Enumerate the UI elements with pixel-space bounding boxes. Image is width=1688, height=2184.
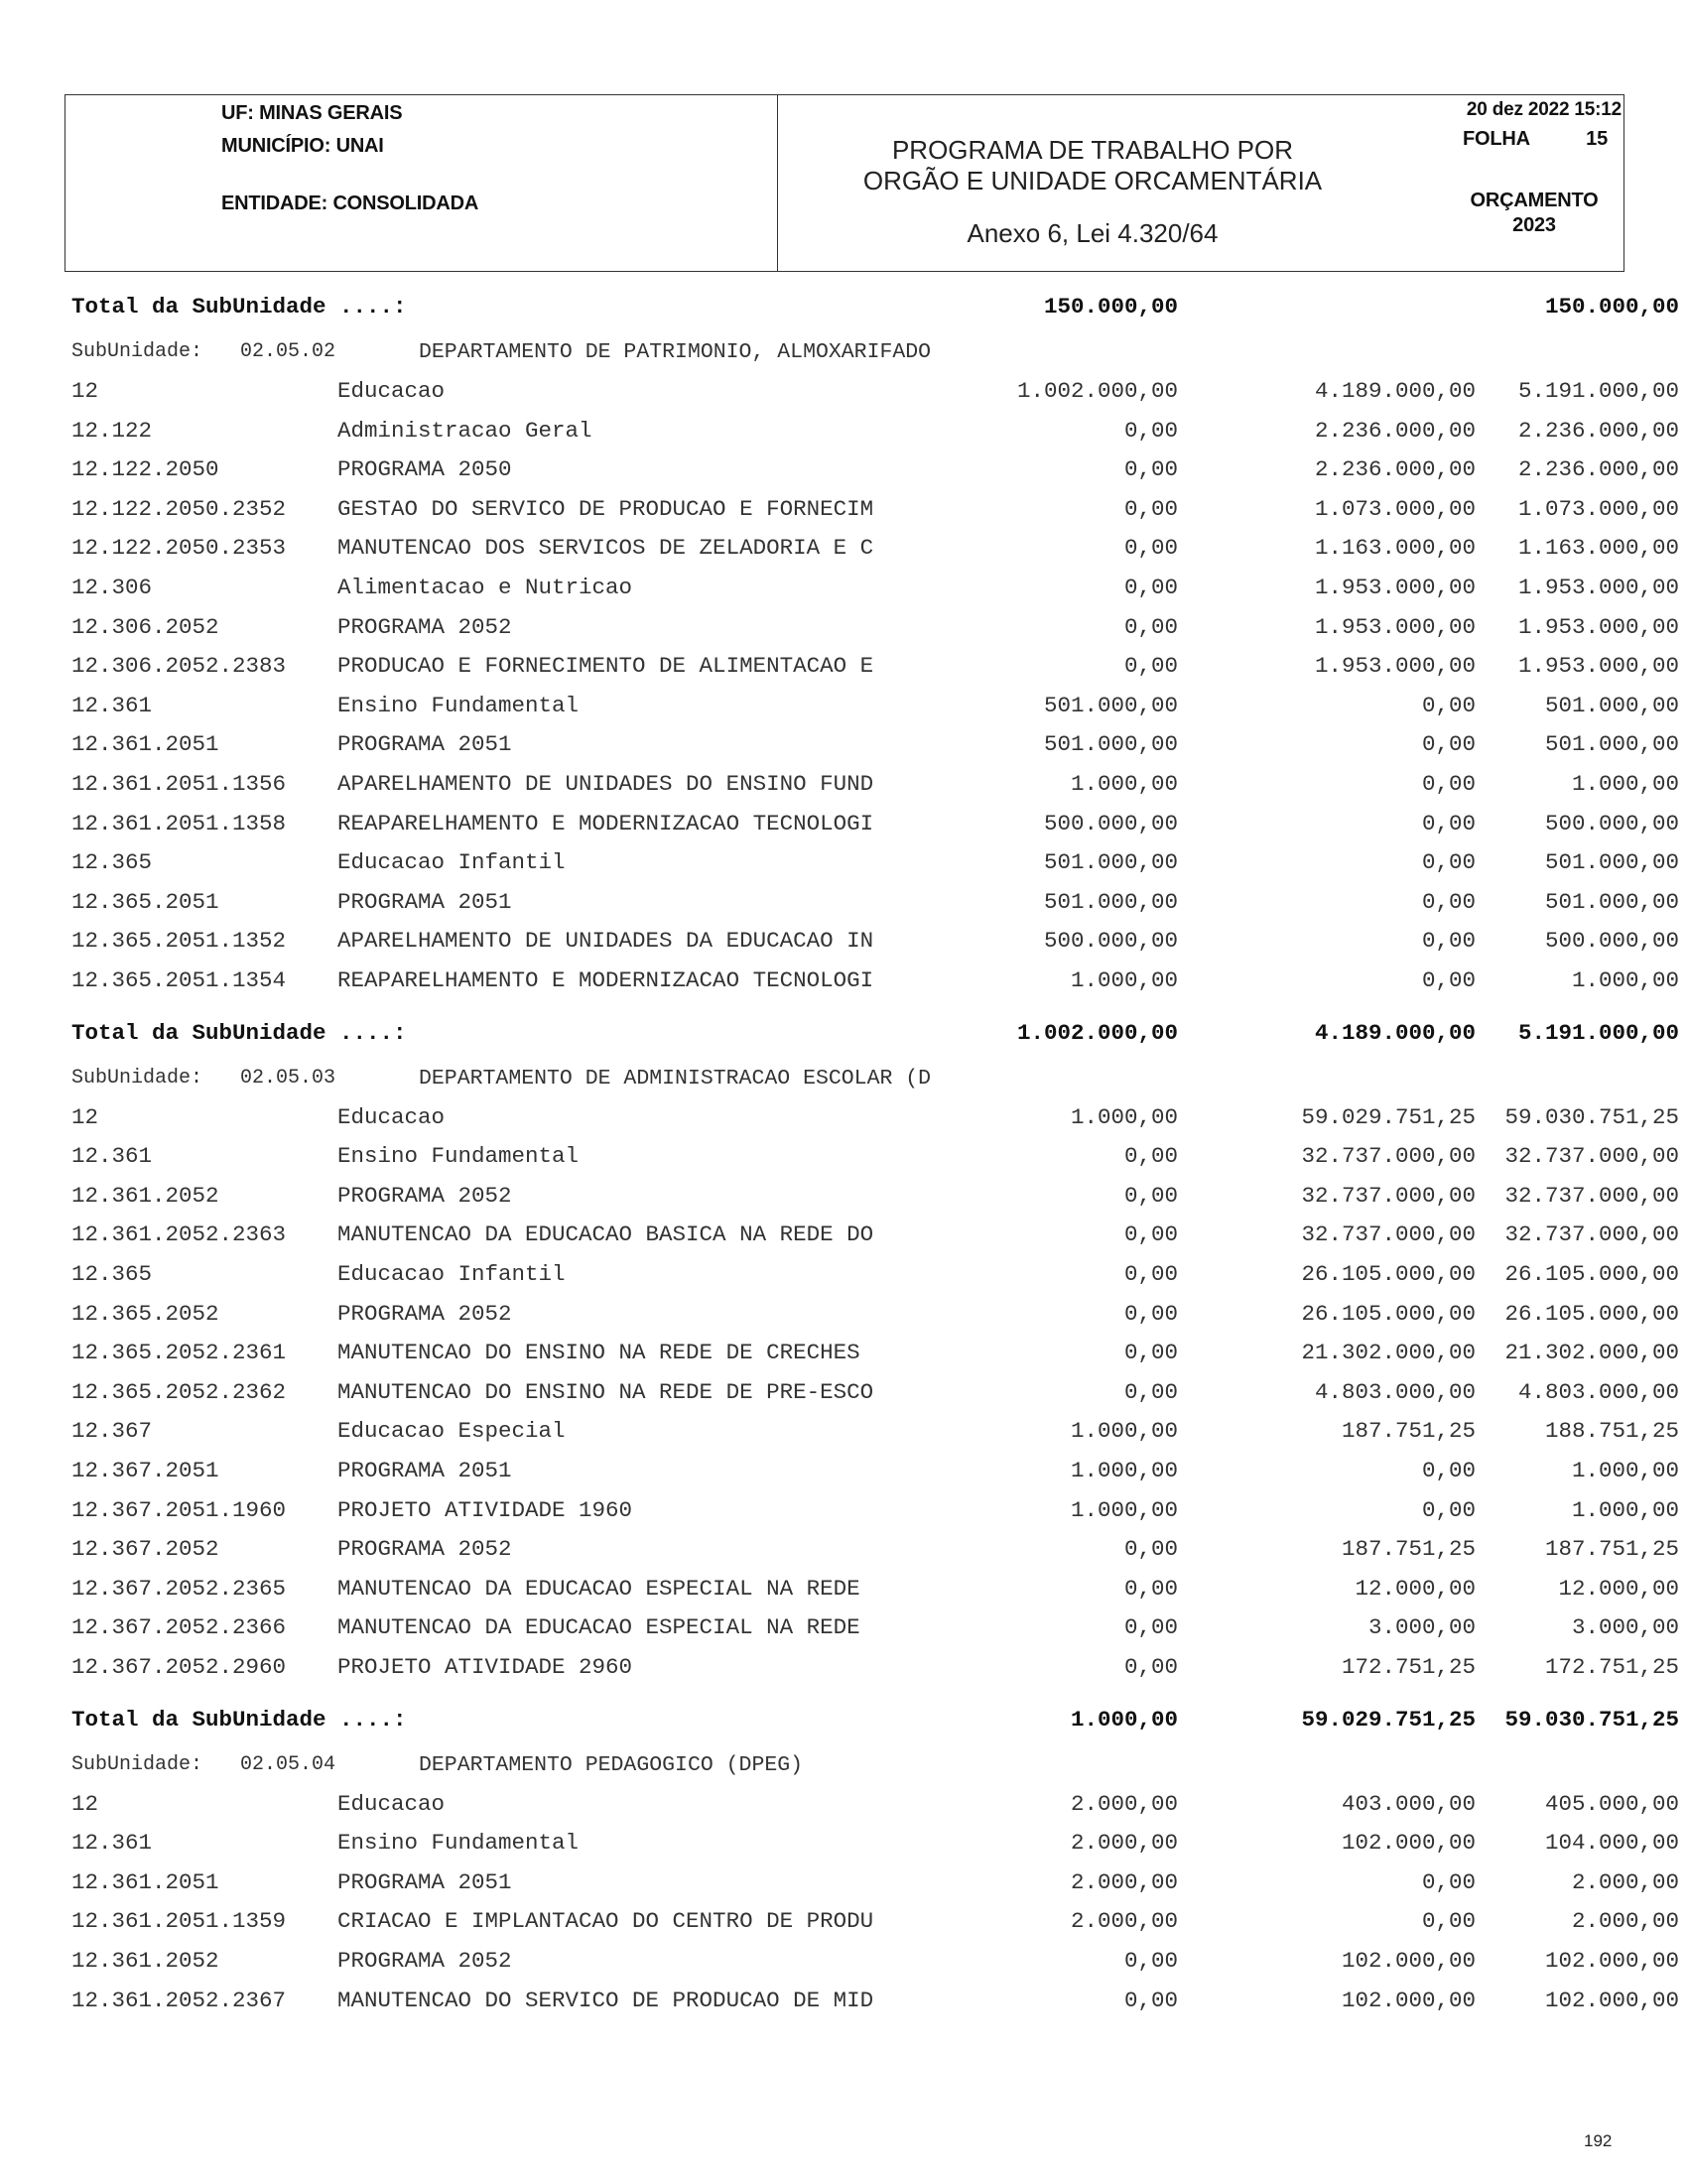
- row-value-3: 1.000,00: [1571, 967, 1679, 993]
- row-value-3: 59.030.751,25: [1504, 1103, 1679, 1130]
- row-value-3: 1.953.000,00: [1517, 575, 1679, 600]
- subunit-label: SubUnidade:: [71, 1752, 203, 1776]
- row-code: 12.367.2052.2365: [71, 1575, 287, 1602]
- row-code: 12.365: [71, 1261, 153, 1287]
- row-code: 12.361.2051.1356: [71, 771, 287, 797]
- row-value-1: 0,00: [1123, 417, 1178, 444]
- row-value-1: 2.000,00: [1070, 1908, 1178, 1935]
- row-code: 12.361.2052.2367: [71, 1987, 287, 2013]
- subunit-name: DEPARTAMENTO PEDAGOGICO (DPEG): [419, 1752, 804, 1777]
- row-value-3: 26.105.000,00: [1504, 1261, 1679, 1287]
- row-value-3: 32.737.000,00: [1504, 1182, 1679, 1209]
- row-value-2: 32.737.000,00: [1301, 1143, 1476, 1170]
- row-code: 12.367: [71, 1418, 153, 1445]
- row-description: GESTAO DO SERVICO DE PRODUCAO E FORNECIM: [337, 495, 874, 522]
- row-value-1: 2.000,00: [1070, 1830, 1178, 1857]
- row-description: PROGRAMA 2052: [337, 1182, 512, 1209]
- row-code: 12.306.2052.2383: [71, 653, 287, 680]
- row-value-1: 0,00: [1123, 1143, 1178, 1170]
- row-value-3: 21.302.000,00: [1504, 1340, 1679, 1366]
- row-value-1: 0,00: [1123, 1378, 1178, 1405]
- row-value-3: 405.000,00: [1544, 1790, 1679, 1817]
- table-row: [71, 1182, 1679, 1213]
- row-value-1: 0,00: [1123, 1261, 1178, 1287]
- table-row: [71, 495, 1679, 526]
- row-value-1: 0,00: [1123, 1221, 1178, 1248]
- total-value-1: 1.000,00: [1070, 1706, 1178, 1733]
- row-value-1: 0,00: [1123, 456, 1178, 483]
- table-row: [71, 1496, 1679, 1527]
- row-description: MANUTENCAO DO SERVICO DE PRODUCAO DE MID: [337, 1987, 874, 2013]
- header-divider: [777, 95, 778, 271]
- row-value-2: 59.029.751,25: [1301, 1103, 1476, 1130]
- row-code: 12.361: [71, 1143, 153, 1170]
- row-value-2: 4.189.000,00: [1314, 378, 1476, 404]
- row-value-3: 26.105.000,00: [1504, 1300, 1679, 1327]
- report-title-line2: ORGÃO E UNIDADE ORCAMENTÁRIA: [862, 166, 1323, 195]
- row-code: 12.306.2052: [71, 613, 219, 640]
- row-value-1: 0,00: [1123, 1948, 1178, 1974]
- row-description: MANUTENCAO DO ENSINO NA REDE DE CRECHES: [337, 1340, 860, 1366]
- row-description: Educacao Infantil: [337, 849, 566, 876]
- row-code: 12.367.2052.2960: [71, 1654, 287, 1680]
- row-code: 12.361.2052.2363: [71, 1221, 287, 1248]
- row-value-3: 2.236.000,00: [1517, 456, 1679, 483]
- row-code: 12.122.2050.2352: [71, 495, 287, 522]
- table-row: [71, 1654, 1679, 1684]
- subunit-label: SubUnidade:: [71, 340, 203, 363]
- subunit-number: 02.05.03: [240, 1066, 336, 1090]
- row-value-2: 0,00: [1421, 1868, 1476, 1895]
- report-title-line1: PROGRAMA DE TRABALHO POR: [891, 135, 1294, 165]
- row-description: CRIACAO E IMPLANTACAO DO CENTRO DE PRODU: [337, 1908, 874, 1935]
- row-value-2: 1.953.000,00: [1314, 653, 1476, 680]
- row-value-3: 501.000,00: [1544, 888, 1679, 915]
- row-code: 12.361.2052: [71, 1948, 219, 1974]
- row-value-3: 187.751,25: [1544, 1536, 1679, 1563]
- row-description: PRODUCAO E FORNECIMENTO DE ALIMENTACAO E: [337, 653, 874, 680]
- table-row: [71, 849, 1679, 879]
- row-description: Educacao Infantil: [337, 1261, 566, 1287]
- row-description: Ensino Fundamental: [337, 1143, 580, 1170]
- table-row: [71, 1143, 1679, 1173]
- row-value-1: 0,00: [1123, 1340, 1178, 1366]
- table-row: [71, 535, 1679, 565]
- entidade-label: ENTIDADE: CONSOLIDADA: [221, 193, 479, 214]
- row-code: 12.367.2051.1960: [71, 1496, 287, 1523]
- subunit-name: DEPARTAMENTO DE PATRIMONIO, ALMOXARIFADO: [419, 340, 932, 364]
- row-value-3: 102.000,00: [1544, 1948, 1679, 1974]
- row-value-3: 32.737.000,00: [1504, 1143, 1679, 1170]
- row-description: APARELHAMENTO DE UNIDADES DA EDUCACAO IN: [337, 928, 874, 955]
- row-value-3: 500.000,00: [1544, 928, 1679, 955]
- row-value-1: 501.000,00: [1043, 731, 1178, 758]
- subunit-number: 02.05.02: [240, 340, 336, 363]
- row-value-3: 501.000,00: [1544, 849, 1679, 876]
- row-description: Ensino Fundamental: [337, 692, 580, 718]
- row-value-2: 3.000,00: [1367, 1614, 1476, 1641]
- page-number: 192: [1584, 2131, 1613, 2150]
- total-label: Total da SubUnidade ....:: [71, 294, 407, 320]
- row-description: MANUTENCAO DO ENSINO NA REDE DE PRE-ESCO: [337, 1378, 874, 1405]
- row-description: PROGRAMA 2052: [337, 1948, 512, 1974]
- table-row: [71, 417, 1679, 448]
- total-value-2: 4.189.000,00: [1314, 1019, 1476, 1046]
- table-row: [71, 1830, 1679, 1860]
- row-value-3: 172.751,25: [1544, 1654, 1679, 1680]
- table-row: [71, 1103, 1679, 1134]
- row-value-3: 102.000,00: [1544, 1987, 1679, 2013]
- row-value-1: 501.000,00: [1043, 692, 1178, 718]
- row-value-2: 0,00: [1421, 1908, 1476, 1935]
- row-description: MANUTENCAO DA EDUCACAO ESPECIAL NA REDE: [337, 1575, 860, 1602]
- orcamento-label: ORÇAMENTO: [1470, 190, 1599, 211]
- row-description: Educacao: [337, 378, 446, 404]
- row-value-2: 32.737.000,00: [1301, 1221, 1476, 1248]
- row-value-3: 2.000,00: [1571, 1868, 1679, 1895]
- row-description: PROGRAMA 2051: [337, 1868, 512, 1895]
- report-header: [65, 94, 1624, 272]
- row-value-2: 0,00: [1421, 1496, 1476, 1523]
- row-value-2: 12.000,00: [1355, 1575, 1476, 1602]
- row-code: 12.367.2052: [71, 1536, 219, 1563]
- table-row: [71, 1536, 1679, 1566]
- row-value-3: 188.751,25: [1544, 1418, 1679, 1445]
- row-value-1: 1.000,00: [1070, 771, 1178, 797]
- row-description: MANUTENCAO DA EDUCACAO ESPECIAL NA REDE: [337, 1614, 860, 1641]
- row-code: 12: [71, 1103, 99, 1130]
- row-value-1: 1.000,00: [1070, 967, 1178, 993]
- row-value-2: 26.105.000,00: [1301, 1261, 1476, 1287]
- row-description: REAPARELHAMENTO E MODERNIZACAO TECNOLOGI: [337, 810, 874, 836]
- row-value-2: 0,00: [1421, 771, 1476, 797]
- row-value-3: 1.000,00: [1571, 1458, 1679, 1483]
- row-value-3: 5.191.000,00: [1517, 378, 1679, 404]
- row-value-1: 0,00: [1123, 1987, 1178, 2013]
- row-value-3: 1.163.000,00: [1517, 535, 1679, 562]
- subunit-total-row: [71, 1019, 1679, 1050]
- folha-number: 15: [1586, 128, 1608, 150]
- row-code: 12.122.2050.2353: [71, 535, 287, 562]
- row-value-2: 2.236.000,00: [1314, 417, 1476, 444]
- row-value-2: 32.737.000,00: [1301, 1182, 1476, 1209]
- row-description: Educacao: [337, 1103, 446, 1130]
- row-description: PROGRAMA 2052: [337, 613, 512, 640]
- row-value-2: 0,00: [1421, 731, 1476, 758]
- row-value-1: 500.000,00: [1043, 928, 1178, 955]
- table-row: [71, 575, 1679, 604]
- row-value-2: 102.000,00: [1341, 1987, 1476, 2013]
- row-value-3: 4.803.000,00: [1517, 1378, 1679, 1405]
- row-code: 12.367.2052.2366: [71, 1614, 287, 1641]
- row-value-3: 104.000,00: [1544, 1830, 1679, 1857]
- row-description: Educacao Especial: [337, 1418, 566, 1445]
- row-description: Administracao Geral: [337, 417, 592, 444]
- table-row: [71, 1575, 1679, 1606]
- row-value-1: 0,00: [1123, 575, 1178, 600]
- report-title: [780, 135, 1405, 196]
- row-value-2: 26.105.000,00: [1301, 1300, 1476, 1327]
- table-row: [71, 653, 1679, 683]
- row-value-3: 501.000,00: [1544, 692, 1679, 718]
- table-row: [71, 1300, 1679, 1331]
- row-value-1: 500.000,00: [1043, 810, 1178, 836]
- row-value-2: 1.073.000,00: [1314, 495, 1476, 522]
- row-value-1: 2.000,00: [1070, 1868, 1178, 1895]
- table-row: [71, 1340, 1679, 1369]
- row-value-2: 1.953.000,00: [1314, 575, 1476, 600]
- row-description: Alimentacao e Nutricao: [337, 575, 633, 600]
- row-description: PROGRAMA 2051: [337, 888, 512, 915]
- row-value-3: 2.236.000,00: [1517, 417, 1679, 444]
- table-row: [71, 1868, 1679, 1899]
- table-row: [71, 731, 1679, 761]
- row-code: 12.365.2052: [71, 1300, 219, 1327]
- row-value-1: 0,00: [1123, 1300, 1178, 1327]
- row-value-3: 1.073.000,00: [1517, 495, 1679, 522]
- subunit-heading-row: [71, 1753, 1620, 1783]
- row-value-2: 1.953.000,00: [1314, 613, 1476, 640]
- row-value-1: 0,00: [1123, 653, 1178, 680]
- report-subtitle: Anexo 6, Lei 4.320/64: [967, 218, 1219, 248]
- row-description: MANUTENCAO DA EDUCACAO BASICA NA REDE DO: [337, 1221, 874, 1248]
- row-value-3: 12.000,00: [1558, 1575, 1679, 1602]
- table-row: [71, 692, 1679, 722]
- row-code: 12.365.2052.2362: [71, 1378, 287, 1405]
- row-description: MANUTENCAO DOS SERVICOS DE ZELADORIA E C: [337, 535, 874, 562]
- table-row: [71, 613, 1679, 644]
- row-code: 12.365.2052.2361: [71, 1340, 287, 1366]
- row-value-3: 1.000,00: [1571, 771, 1679, 797]
- table-row: [71, 1614, 1679, 1644]
- subunit-name: DEPARTAMENTO DE ADMINISTRACAO ESCOLAR (D: [419, 1066, 932, 1091]
- subunit-total-row: [71, 1706, 1679, 1736]
- total-value-1: 1.002.000,00: [1016, 1019, 1178, 1046]
- table-row: [71, 1378, 1679, 1409]
- total-value-3: 150.000,00: [1544, 294, 1679, 320]
- subunit-heading-row: [71, 340, 1620, 370]
- table-row: [71, 1221, 1679, 1251]
- row-code: 12.367.2051: [71, 1458, 219, 1483]
- table-row: [71, 378, 1679, 408]
- row-value-3: 500.000,00: [1544, 810, 1679, 836]
- total-label: Total da SubUnidade ....:: [71, 1019, 407, 1046]
- row-code: 12: [71, 378, 99, 404]
- row-value-1: 1.000,00: [1070, 1496, 1178, 1523]
- row-value-1: 0,00: [1123, 535, 1178, 562]
- subunit-label: SubUnidade:: [71, 1066, 203, 1090]
- row-code: 12.365.2051.1354: [71, 967, 287, 993]
- row-value-1: 0,00: [1123, 1536, 1178, 1563]
- row-value-2: 187.751,25: [1341, 1536, 1476, 1563]
- row-code: 12.365: [71, 849, 153, 876]
- subunit-number: 02.05.04: [240, 1752, 336, 1776]
- row-value-2: 2.236.000,00: [1314, 456, 1476, 483]
- subunit-total-row: [71, 294, 1679, 323]
- row-value-2: 0,00: [1421, 1458, 1476, 1483]
- row-value-3: 32.737.000,00: [1504, 1221, 1679, 1248]
- row-value-3: 3.000,00: [1571, 1614, 1679, 1641]
- row-code: 12.361: [71, 1830, 153, 1857]
- municipio-label: MUNICÍPIO: UNAI: [221, 135, 384, 157]
- row-value-3: 1.000,00: [1571, 1496, 1679, 1523]
- orcamento-year: 2023: [1512, 214, 1556, 236]
- row-description: PROGRAMA 2052: [337, 1300, 512, 1327]
- total-value-2: 59.029.751,25: [1301, 1706, 1476, 1733]
- folha-label: FOLHA: [1463, 128, 1530, 150]
- row-value-1: 1.000,00: [1070, 1103, 1178, 1130]
- row-value-3: 2.000,00: [1571, 1908, 1679, 1935]
- row-description: PROJETO ATIVIDADE 1960: [337, 1496, 633, 1523]
- row-value-3: 501.000,00: [1544, 731, 1679, 758]
- table-row: [71, 1790, 1679, 1821]
- row-code: 12.361.2051: [71, 731, 219, 758]
- row-description: PROGRAMA 2051: [337, 731, 512, 758]
- table-row: [71, 928, 1679, 958]
- table-row: [71, 810, 1679, 840]
- row-value-2: 21.302.000,00: [1301, 1340, 1476, 1366]
- total-value-3: 59.030.751,25: [1504, 1706, 1679, 1733]
- table-row: [71, 1418, 1679, 1448]
- row-code: 12.122.2050: [71, 456, 219, 483]
- row-value-2: 102.000,00: [1341, 1948, 1476, 1974]
- row-description: APARELHAMENTO DE UNIDADES DO ENSINO FUND: [337, 771, 874, 797]
- row-value-1: 2.000,00: [1070, 1790, 1178, 1817]
- report-datetime: 20 dez 2022 15:12: [1466, 99, 1622, 120]
- row-value-1: 0,00: [1123, 495, 1178, 522]
- row-code: 12.122: [71, 417, 153, 444]
- row-value-1: 0,00: [1123, 1182, 1178, 1209]
- row-value-2: 187.751,25: [1341, 1418, 1476, 1445]
- row-description: PROGRAMA 2051: [337, 1458, 512, 1483]
- table-row: [71, 967, 1679, 997]
- table-row: [71, 1458, 1679, 1487]
- table-row: [71, 1948, 1679, 1978]
- row-code: 12.361.2051.1358: [71, 810, 287, 836]
- subunit-heading-row: [71, 1067, 1620, 1096]
- table-row: [71, 888, 1679, 919]
- row-description: PROJETO ATIVIDADE 2960: [337, 1654, 633, 1680]
- row-value-1: 1.000,00: [1070, 1458, 1178, 1483]
- row-value-1: 0,00: [1123, 1614, 1178, 1641]
- row-description: Educacao: [337, 1790, 446, 1817]
- total-label: Total da SubUnidade ....:: [71, 1706, 407, 1733]
- row-description: Ensino Fundamental: [337, 1830, 580, 1857]
- table-row: [71, 771, 1679, 801]
- row-value-2: 0,00: [1421, 928, 1476, 955]
- row-description: PROGRAMA 2050: [337, 456, 512, 483]
- row-value-2: 0,00: [1421, 967, 1476, 993]
- row-value-1: 501.000,00: [1043, 849, 1178, 876]
- row-code: 12.361.2052: [71, 1182, 219, 1209]
- row-code: 12.361: [71, 692, 153, 718]
- table-row: [71, 1261, 1679, 1291]
- row-value-1: 1.000,00: [1070, 1418, 1178, 1445]
- uf-label: UF: MINAS GERAIS: [221, 102, 403, 124]
- row-value-2: 0,00: [1421, 888, 1476, 915]
- row-value-1: 0,00: [1123, 1575, 1178, 1602]
- total-value-1: 150.000,00: [1043, 294, 1178, 320]
- row-value-3: 1.953.000,00: [1517, 613, 1679, 640]
- row-value-2: 0,00: [1421, 692, 1476, 718]
- row-description: REAPARELHAMENTO E MODERNIZACAO TECNOLOGI: [337, 967, 874, 993]
- row-code: 12: [71, 1790, 99, 1817]
- row-value-2: 102.000,00: [1341, 1830, 1476, 1857]
- row-value-1: 0,00: [1123, 613, 1178, 640]
- row-value-2: 172.751,25: [1341, 1654, 1476, 1680]
- row-description: PROGRAMA 2052: [337, 1536, 512, 1563]
- row-value-1: 501.000,00: [1043, 888, 1178, 915]
- row-code: 12.306: [71, 575, 153, 600]
- row-value-2: 0,00: [1421, 849, 1476, 876]
- row-value-2: 0,00: [1421, 810, 1476, 836]
- row-value-2: 1.163.000,00: [1314, 535, 1476, 562]
- row-value-3: 1.953.000,00: [1517, 653, 1679, 680]
- row-code: 12.361.2051: [71, 1868, 219, 1895]
- table-row: [71, 456, 1679, 486]
- row-value-2: 403.000,00: [1341, 1790, 1476, 1817]
- table-row: [71, 1987, 1679, 2017]
- row-code: 12.365.2051: [71, 888, 219, 915]
- total-value-3: 5.191.000,00: [1517, 1019, 1679, 1046]
- row-code: 12.361.2051.1359: [71, 1908, 287, 1935]
- row-value-1: 0,00: [1123, 1654, 1178, 1680]
- table-row: [71, 1908, 1679, 1938]
- row-value-1: 1.002.000,00: [1016, 378, 1178, 404]
- row-code: 12.365.2051.1352: [71, 928, 287, 955]
- row-value-2: 4.803.000,00: [1314, 1378, 1476, 1405]
